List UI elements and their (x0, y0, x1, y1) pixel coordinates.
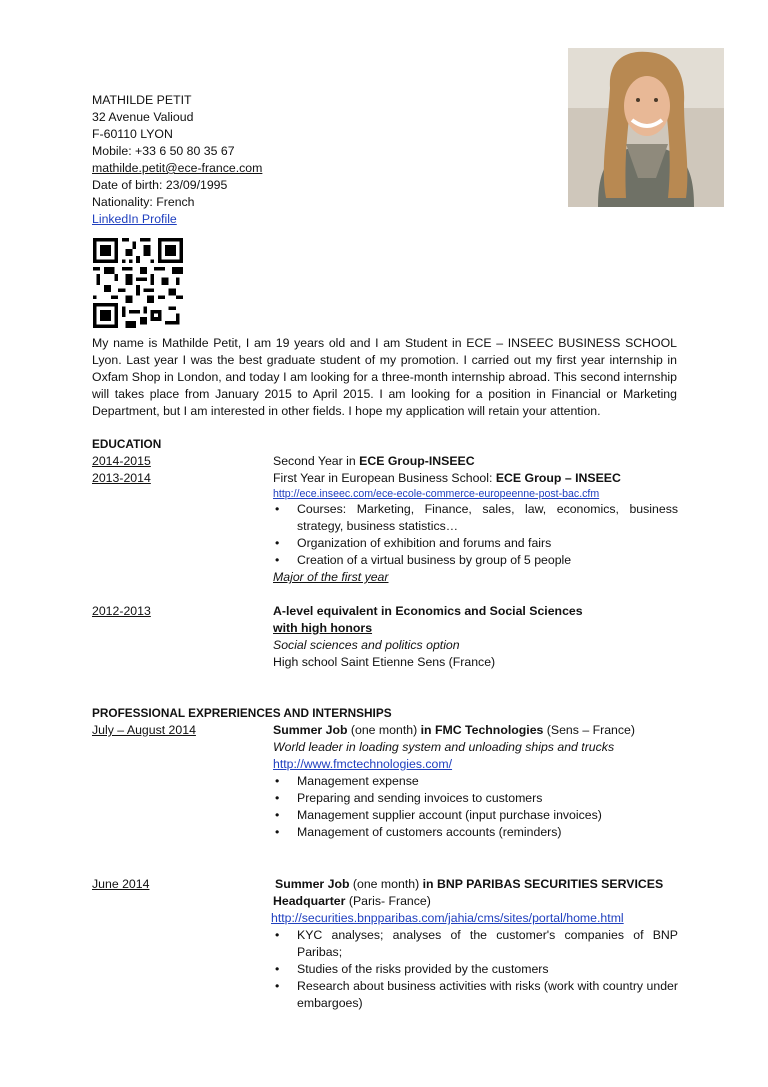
education-date-1: 2014-2015 (92, 454, 151, 468)
education-heading: EDUCATION (92, 437, 162, 451)
list-item: • Management of customers accounts (reminders) (273, 824, 678, 841)
experience-entry-2-company: in BNP PARIBAS SECURITIES SERVICES (422, 877, 664, 891)
profile-photo (568, 48, 724, 207)
experience-entry-1-duration: (one month) (347, 723, 421, 737)
experience-entry-2-duration: (one month) (349, 877, 423, 891)
experience-entry-2-hq: Headquarter (273, 894, 346, 908)
education-entry-2 (273, 470, 683, 487)
list-item: • KYC analyses; analyses of the customer's companies of BNP Paribas; (273, 927, 678, 961)
education-entry-3-school: High school Saint Etienne Sens (France) (273, 655, 496, 669)
contact-dob: Date of birth: 23/09/1995 (92, 178, 228, 192)
experience-entry-1-title (273, 722, 683, 739)
experience-entry-1-desc: World leader in loading system and unloading ships and trucks (273, 740, 615, 754)
experience-heading: PROFESSIONAL EXPRERIENCES AND INTERNSHIPS (92, 706, 392, 720)
experience-date-2: June 2014 (92, 877, 150, 891)
contact-mobile: Mobile: +33 6 50 80 35 67 (92, 144, 235, 158)
education-entry-3-title: A-level equivalent in Economics and Social Sciences (273, 604, 583, 618)
education-entry-2-url[interactable]: http://ece.inseec.com/ece-ecole-commerce-europeenne-post-bac.cfm (273, 488, 600, 500)
education-entry-2-school: ECE Group – INSEEC (495, 471, 621, 485)
list-item: • Research about business activities with risks (work with country under embargoes) (273, 978, 678, 1012)
education-entry-1-text: Second Year in (273, 454, 360, 468)
experience-entry-1-job: Summer Job (273, 723, 348, 737)
experience-date-1: July – August 2014 (92, 723, 196, 737)
contact-address-line1: 32 Avenue Valioud (92, 110, 194, 124)
qr-code[interactable] (93, 238, 183, 328)
contact-address-line2: F-60110 LYON (92, 127, 173, 141)
education-entry-3-honors: with high honors (273, 621, 373, 635)
linkedin-profile-link[interactable]: LinkedIn Profile (92, 212, 177, 226)
contact-nationality: Nationality: French (92, 195, 195, 209)
list-item: • Management supplier account (input purchase invoices) (273, 807, 678, 824)
education-entry-1-school: ECE Group-INSEEC (359, 454, 475, 468)
list-item: • Creation of a virtual business by group of 5 people (273, 552, 678, 569)
profile-summary: My name is Mathilde Petit, I am 19 years old and I am Student in ECE – INSEEC BUSINESS SCHOOL Lyon. Last year I was the best graduate student of my promotion. I carried out my first year internship in Oxfam Shop in London, and today I am looking for a three-month internship abroad. This second internship will takes place from January 2015 to April 2015. I am looking for a position in Financial or Marketing Department, but I am interested in other fields. I hope my application will retain your attention. (92, 336, 677, 418)
experience-entry-2-bullets (273, 927, 678, 1012)
experience-entry-2-job: Summer Job (275, 877, 350, 891)
list-item: • Studies of the risks provided by the customers (273, 961, 678, 978)
experience-entry-1-url[interactable]: http://www.fmctechnologies.com/ (273, 757, 453, 771)
experience-entry-2-title (275, 876, 685, 893)
education-entry-2-bullets (273, 501, 678, 569)
list-item: • Management expense (273, 773, 678, 790)
education-date-2: 2013-2014 (92, 471, 151, 485)
experience-entry-1-location: (Sens – France) (543, 723, 635, 737)
education-entry-3-option: Social sciences and politics option (273, 638, 460, 652)
list-item: • Organization of exhibition and forums and fairs (273, 535, 678, 552)
list-item: • Courses: Marketing, Finance, sales, law, economics, business strategy, business statistics… (273, 501, 678, 535)
contact-name: MATHILDE PETIT (92, 93, 192, 107)
education-entry-1 (273, 453, 683, 470)
experience-entry-1-company: in FMC Technologies (420, 723, 544, 737)
education-entry-2-text: First Year in European Business School: (273, 471, 496, 485)
education-date-3: 2012-2013 (92, 604, 151, 618)
experience-entry-1-bullets (273, 773, 678, 841)
experience-entry-2-hq-line (273, 893, 683, 910)
education-entry-2-note: Major of the first year (273, 570, 389, 584)
experience-entry-2-location: (Paris- France) (345, 894, 431, 908)
list-item: • Preparing and sending invoices to customers (273, 790, 678, 807)
contact-email-link[interactable]: mathilde.petit@ece-france.com (92, 161, 263, 175)
experience-entry-2-url[interactable]: http://securities.bnpparibas.com/jahia/cms/sites/portal/home.html (271, 911, 624, 925)
